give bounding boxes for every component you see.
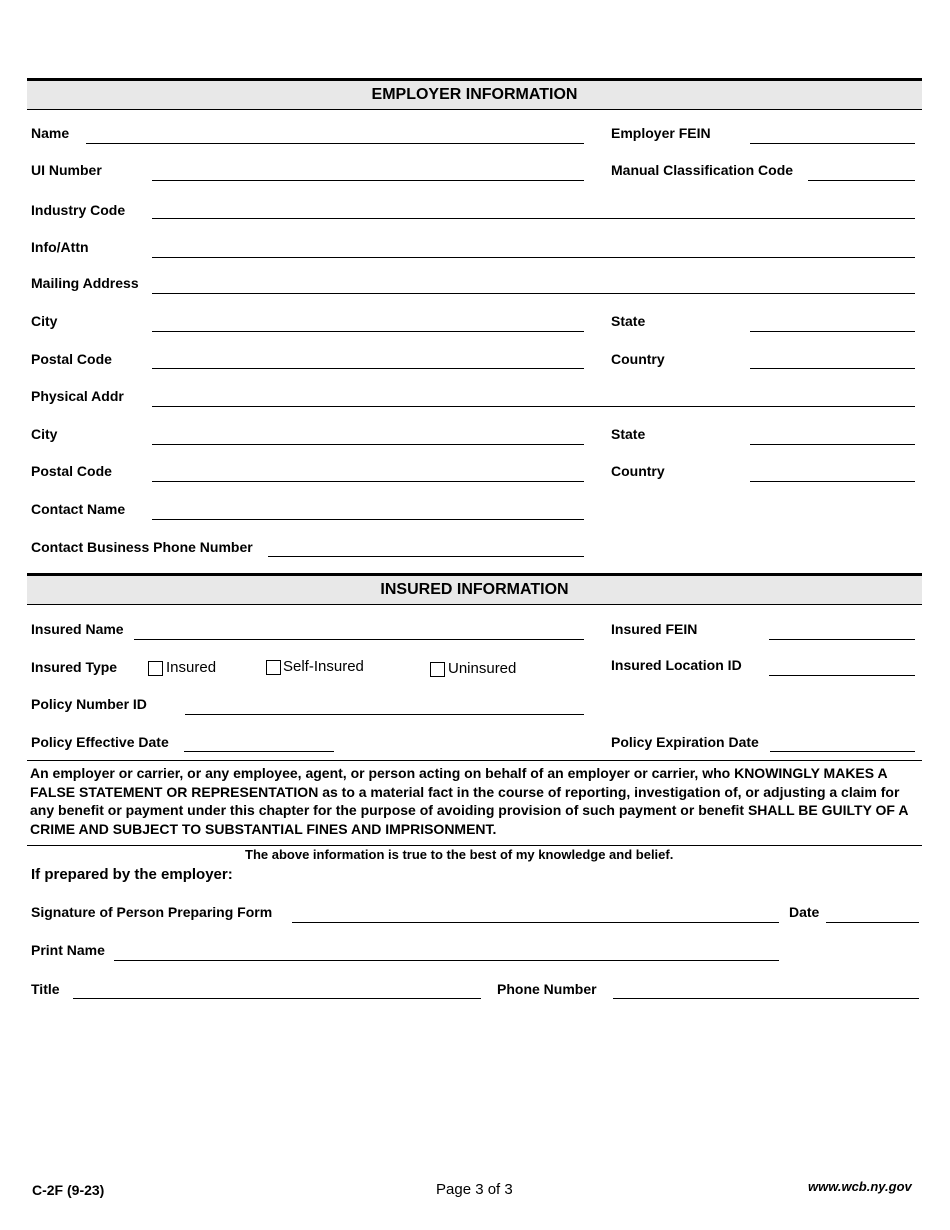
- mailing-state-field[interactable]: [750, 331, 915, 332]
- self-insured-checkbox[interactable]: [266, 660, 281, 675]
- date-label: Date: [789, 904, 820, 920]
- policy-number-id-field[interactable]: [185, 714, 584, 715]
- contact-business-phone-label: Contact Business Phone Number: [31, 539, 253, 555]
- mailing-postal-code-label: Postal Code: [31, 351, 112, 367]
- signature-label: Signature of Person Preparing Form: [31, 904, 273, 920]
- info-attn-field[interactable]: [152, 257, 915, 258]
- name-field[interactable]: [86, 143, 584, 144]
- manual-classification-code-label: Manual Classification Code: [611, 162, 794, 178]
- physical-state-label: State: [611, 426, 646, 442]
- contact-name-field[interactable]: [152, 519, 584, 520]
- uninsured-option-label: Uninsured: [448, 660, 517, 677]
- contact-business-phone-field[interactable]: [268, 556, 584, 557]
- uninsured-checkbox[interactable]: [430, 662, 445, 677]
- physical-postal-code-field[interactable]: [152, 481, 584, 482]
- title-label: Title: [31, 981, 60, 997]
- date-field[interactable]: [826, 922, 919, 923]
- policy-effective-date-field[interactable]: [184, 751, 334, 752]
- policy-expiration-date-field[interactable]: [770, 751, 915, 752]
- mailing-postal-code-field[interactable]: [152, 368, 584, 369]
- industry-code-field[interactable]: [152, 218, 915, 219]
- page-number: Page 3 of 3: [436, 1181, 513, 1198]
- insured-name-field[interactable]: [134, 639, 584, 640]
- insured-fein-label: Insured FEIN: [611, 621, 698, 637]
- physical-country-label: Country: [611, 463, 665, 479]
- physical-postal-code-label: Postal Code: [31, 463, 112, 479]
- insured-location-id-label: Insured Location ID: [611, 657, 742, 673]
- signature-field[interactable]: [292, 922, 779, 923]
- policy-number-id-label: Policy Number ID: [31, 696, 147, 712]
- physical-city-field[interactable]: [152, 444, 584, 445]
- phone-number-label: Phone Number: [497, 981, 597, 997]
- insured-location-id-field[interactable]: [769, 675, 915, 676]
- mailing-city-label: City: [31, 313, 58, 329]
- physical-city-label: City: [31, 426, 58, 442]
- self-insured-option-label: Self-Insured: [283, 658, 364, 675]
- employer-information-heading: EMPLOYER INFORMATION: [27, 78, 922, 110]
- preparer-intro: If prepared by the employer:: [31, 866, 233, 883]
- divider: [27, 845, 922, 846]
- mailing-country-label: Country: [611, 351, 665, 367]
- contact-name-label: Contact Name: [31, 501, 126, 517]
- mailing-city-field[interactable]: [152, 331, 584, 332]
- phone-number-field[interactable]: [613, 998, 919, 999]
- divider: [27, 760, 922, 761]
- mailing-address-label: Mailing Address: [31, 275, 139, 291]
- info-attn-label: Info/Attn: [31, 239, 89, 255]
- print-name-field[interactable]: [114, 960, 779, 961]
- fraud-disclaimer: An employer or carrier, or any employee, agent, or person acting on behalf of an employer or carrier, who KNOWINGLY MAKES A FALSE STATEMENT OR REPRESENTATION as to a material fact in the course of reporting, investigation of, or adjusting a claim for any benefit or payment under this chapter for the purpose of avoiding provision of such payment or benefit SHALL BE GUILTY OF A CRIME AND SUBJECT TO SUBSTANTIAL FINES AND IMPRISONMENT.: [30, 765, 908, 837]
- attestation-text: The above information is true to the best of my knowledge and belief.: [245, 847, 674, 862]
- form-id: C-2F (9-23): [32, 1182, 105, 1198]
- employer-fein-field[interactable]: [750, 143, 915, 144]
- insured-information-heading: INSURED INFORMATION: [27, 573, 922, 605]
- policy-effective-date-label: Policy Effective Date: [31, 734, 169, 750]
- physical-addr-field[interactable]: [152, 406, 915, 407]
- physical-state-field[interactable]: [750, 444, 915, 445]
- ui-number-label: UI Number: [31, 162, 102, 178]
- mailing-state-label: State: [611, 313, 646, 329]
- website-link[interactable]: www.wcb.ny.gov: [808, 1179, 912, 1194]
- insured-name-label: Insured Name: [31, 621, 124, 637]
- industry-code-label: Industry Code: [31, 202, 126, 218]
- insured-fein-field[interactable]: [769, 639, 915, 640]
- insured-type-label: Insured Type: [31, 659, 118, 675]
- mailing-country-field[interactable]: [750, 368, 915, 369]
- employer-fein-label: Employer FEIN: [611, 125, 711, 141]
- mailing-address-field[interactable]: [152, 293, 915, 294]
- print-name-label: Print Name: [31, 942, 105, 958]
- insured-option-label: Insured: [166, 659, 217, 676]
- manual-classification-code-field[interactable]: [808, 180, 915, 181]
- physical-addr-label: Physical Addr: [31, 388, 124, 404]
- name-label: Name: [31, 125, 70, 141]
- ui-number-field[interactable]: [152, 180, 584, 181]
- title-field[interactable]: [73, 998, 481, 999]
- physical-country-field[interactable]: [750, 481, 915, 482]
- insured-checkbox[interactable]: [148, 661, 163, 676]
- policy-expiration-date-label: Policy Expiration Date: [611, 734, 759, 750]
